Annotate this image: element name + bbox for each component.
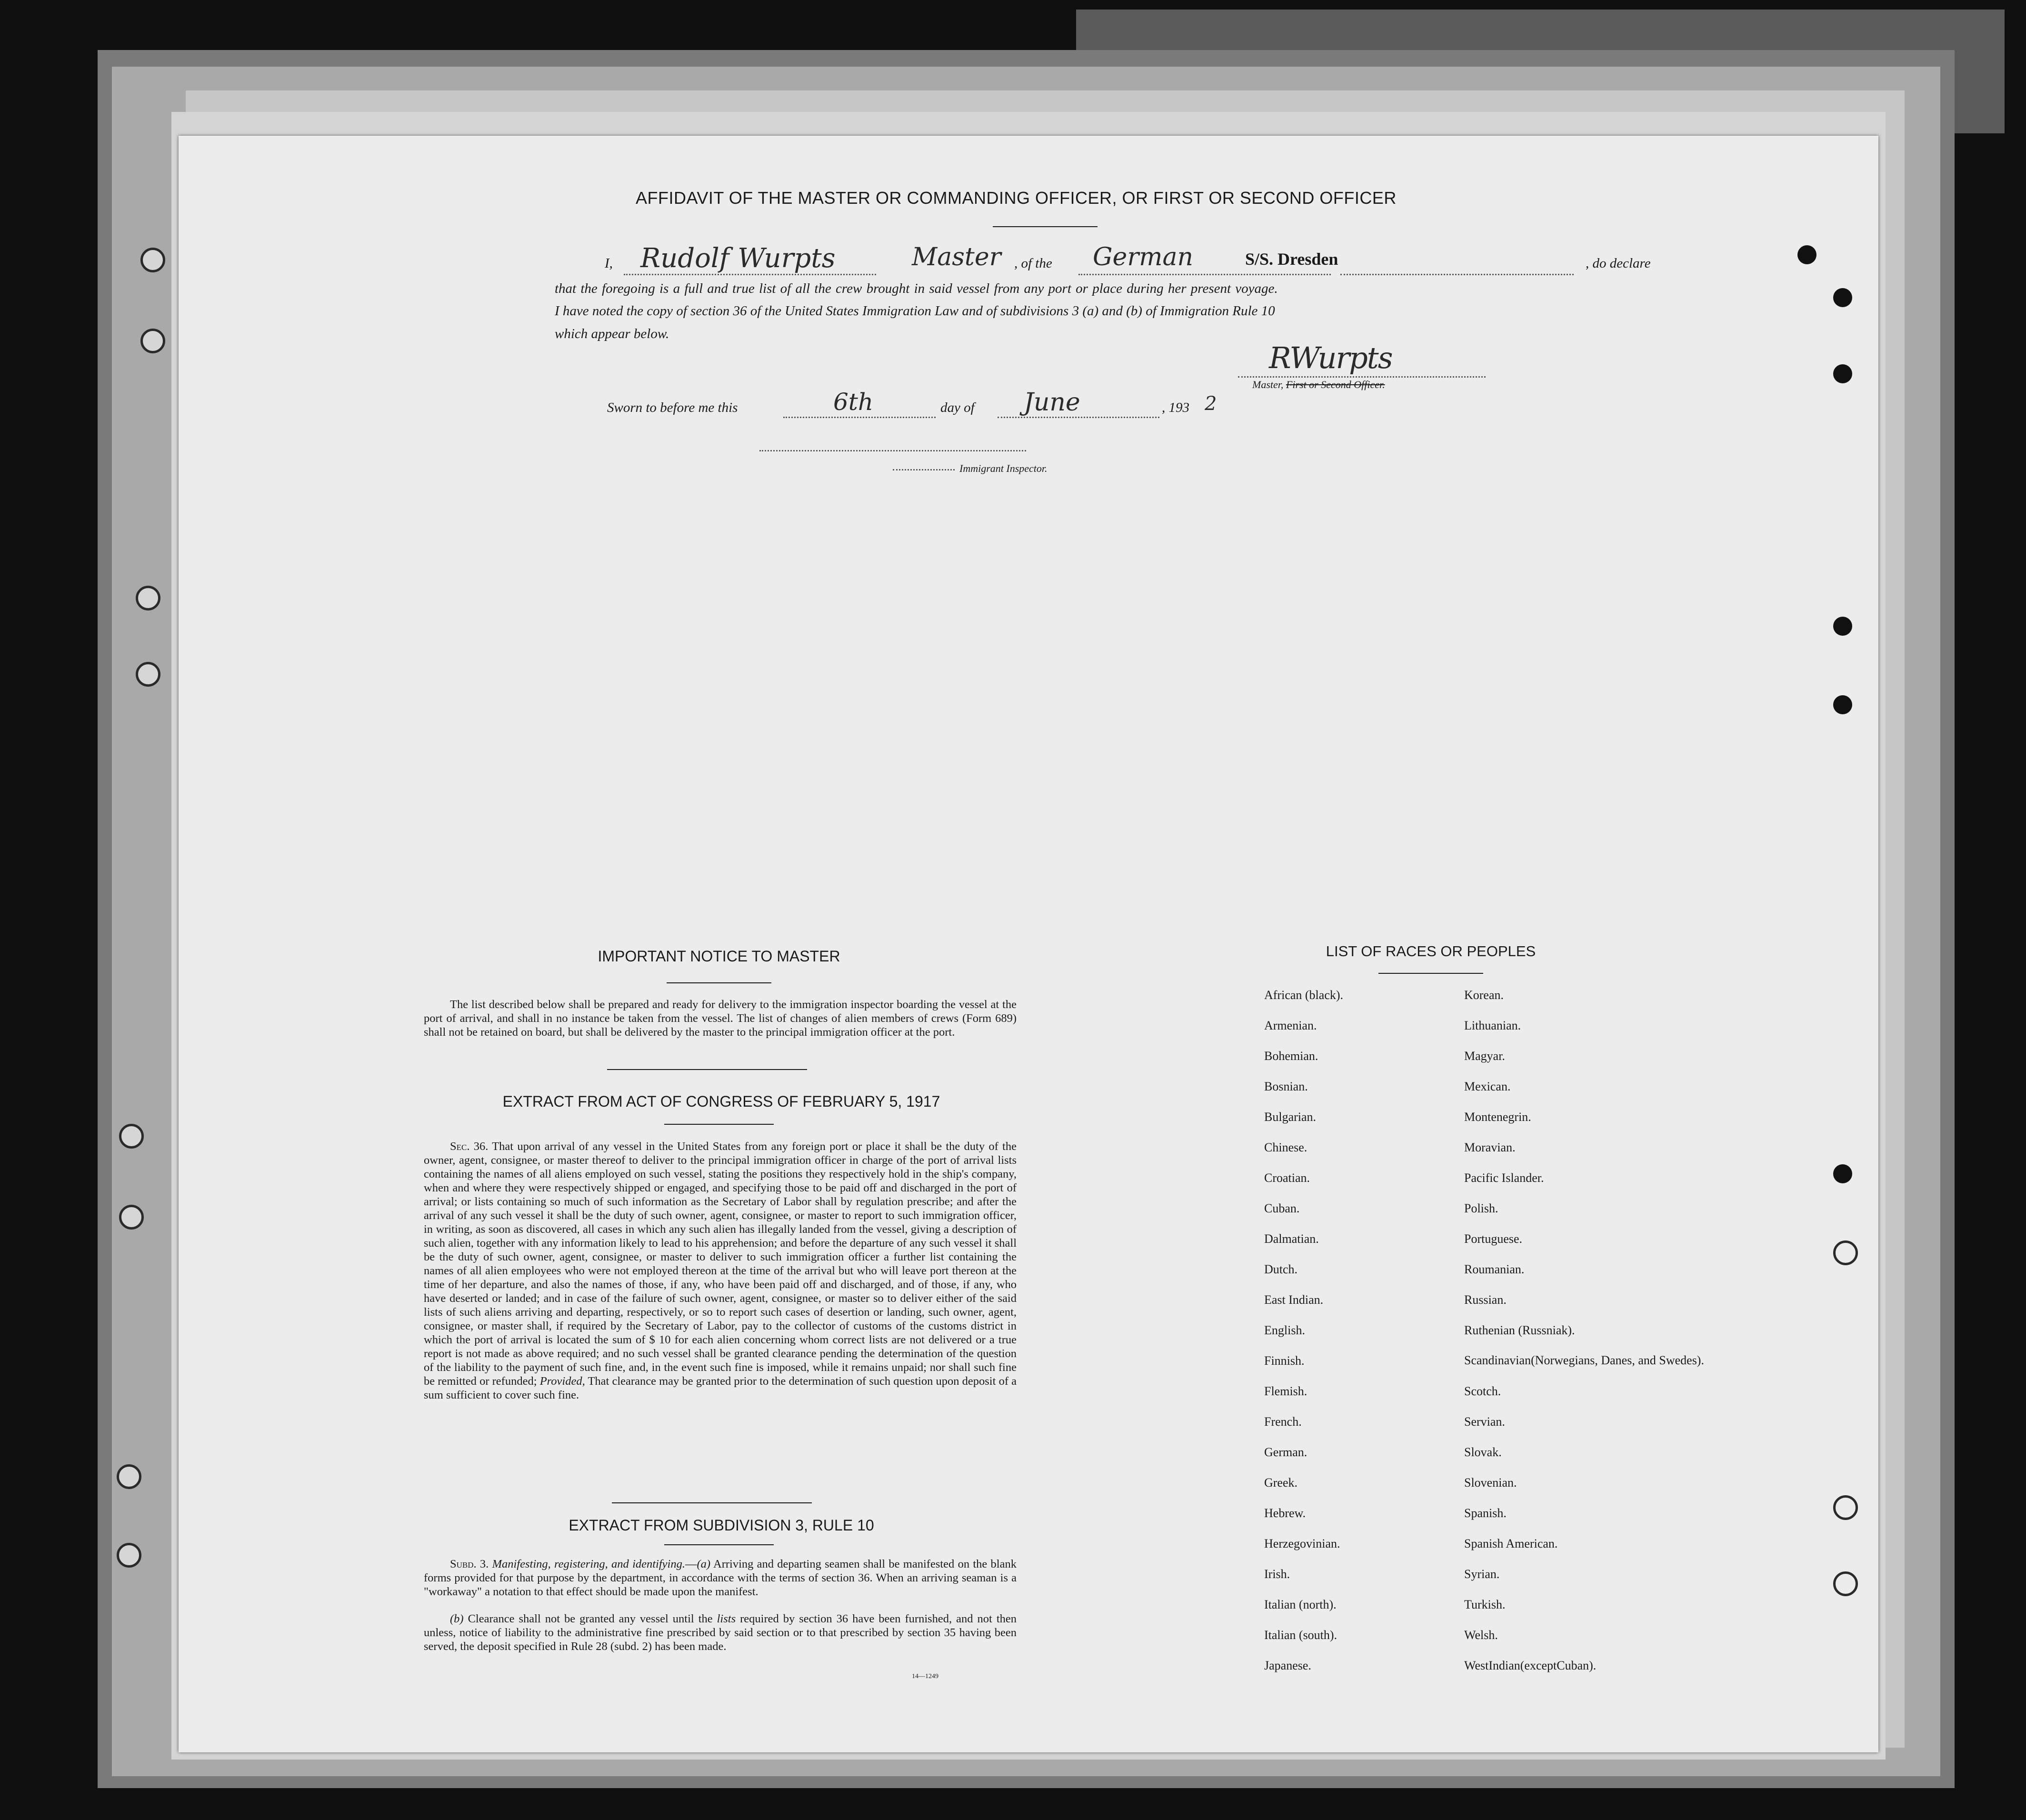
para-b-text-2: required by section 36 have been furnished, and not then unless, notice of liability to the administrative fine prescribed by said section or to that prescribed by section 35 having been served, the deposit specified in Rule 28 (subd. 2) has been made. bbox=[424, 1612, 1017, 1653]
binder-hole bbox=[117, 1543, 141, 1568]
aff-line-4: which appear below. bbox=[555, 326, 669, 341]
extract-act-title: EXTRACT FROM ACT OF CONGRESS OF FEBRUARY 5, 1917 bbox=[502, 1093, 940, 1110]
sec-36-label: Sec. 36. bbox=[450, 1140, 489, 1153]
signature-caption bbox=[1252, 379, 1385, 391]
aff-line-2: that the foregoing is a full and true list of all the crew brought in said vessel from any port or place during her present voyage. bbox=[555, 281, 1278, 296]
nationality-fill-line bbox=[1078, 274, 1331, 275]
sec-36-end: That clearance may be granted prior to the determination of such question upon deposit of a sum sufficient to cover such fine. bbox=[424, 1375, 1017, 1401]
races-column-2 bbox=[1464, 988, 1704, 1689]
race-item: Pacific Islander. bbox=[1464, 1171, 1544, 1185]
punch-hole bbox=[1833, 1571, 1858, 1596]
race-item: Armenian. bbox=[1264, 1019, 1317, 1032]
sworn-day-line bbox=[783, 417, 936, 418]
race-item: Bulgarian. bbox=[1264, 1110, 1317, 1124]
notice-title: IMPORTANT NOTICE TO MASTER bbox=[598, 948, 840, 965]
aff-pre-name: I, bbox=[605, 256, 613, 271]
master-name-handwritten: Rudolf Wurpts bbox=[640, 243, 836, 274]
sec-36-body: That upon arrival of any vessel in the United States from any foreign port or place it shall be the duty of the owner, agent, consignee, or master thereof to deliver to the principal immigration officer in charge of the port of arrival lists containing the names of all aliens employed on such vessel, stating the positions they respectively hold in the ship's company, when and where they were respectively shipped or engaged, and specifying those to be paid off and discharged in the port of arrival; or lists containing so much of such information as the Secretary of Labor shall by regulation prescribe; and after the arrival of any such vessel it shall be the duty of such owner, agent, consignee, or master to report to such immigration officer, in writing, as soon as discovered, all cases in which any such alien has illegally landed from the vessel, giving a description of such alien, together with any information likely to lead to his apprehension; and before the departure of any such vessel it shall be the duty of such owner, agent, consignee, or master to deliver to such immigration officer a further list containing the names of all alien employees who were not employed thereon at the time of the arrival but who will leave port thereon at the time of her departure, and also the names of those, if any, who have been paid off and discharged, and of those, if any, who have deserted or landed; and in case of the failure of such owner, agent, consignee, or master so to deliver either of the said lists of such aliens arriving and departing, respectively, or so to report such cases of desertion or landing, such owner, agent, consignee, or master shall, if required by the Secretary of Labor, pay to the collector of customs of the customs district in which the port of arrival is located the sum of $ 10 for each alien concerning whom correct lists are not delivered or a true report is not made as above required; and no such vessel shall be granted clearance pending the determination of the question of the liability to the payment of such fine, and, in the event such fine is imposed, while it remains unpaid; nor shall such fine be remitted or refunded; bbox=[424, 1140, 1017, 1388]
sworn-day-handwritten: 6th bbox=[833, 388, 874, 416]
races-column-1 bbox=[1264, 988, 1343, 1689]
affidavit-sheet bbox=[179, 136, 1878, 1752]
sworn-year-handwritten: 2 bbox=[1205, 393, 1217, 415]
inspector-signature-line bbox=[759, 450, 1026, 451]
binder-hole bbox=[119, 1124, 144, 1149]
race-item: French. bbox=[1264, 1415, 1302, 1429]
binder-hole bbox=[136, 662, 160, 687]
race-item: African (black). bbox=[1264, 988, 1344, 1002]
binder-hole bbox=[117, 1464, 141, 1489]
form-number: 14—1249 bbox=[912, 1673, 938, 1680]
race-item: Montenegrin. bbox=[1464, 1110, 1531, 1124]
extract-act-end-rule bbox=[612, 1502, 812, 1503]
race-item: Herzegovinian. bbox=[1264, 1537, 1340, 1550]
race-item: Bosnian. bbox=[1264, 1080, 1308, 1093]
subd-label: Subd. 3. bbox=[450, 1558, 489, 1570]
races-rule bbox=[1378, 973, 1483, 974]
race-item: Moravian. bbox=[1464, 1140, 1516, 1154]
sworn-day-of: day of bbox=[940, 400, 975, 415]
punch-hole bbox=[1833, 1164, 1852, 1183]
punch-hole bbox=[1833, 695, 1852, 714]
binder-hole bbox=[140, 329, 165, 353]
punch-hole bbox=[1833, 364, 1852, 383]
notice-rule bbox=[667, 982, 771, 983]
race-item: Croatian. bbox=[1264, 1171, 1310, 1185]
signature-caption-struck: First or Second Officer. bbox=[1286, 379, 1385, 390]
punch-hole bbox=[1833, 617, 1852, 636]
punch-hole bbox=[1833, 1240, 1858, 1265]
race-item: Welsh. bbox=[1464, 1628, 1498, 1642]
race-item: East Indian. bbox=[1264, 1293, 1324, 1307]
notice-text: The list described below shall be prepared and ready for delivery to the immigration inspector boarding the vessel at the port of arrival, and shall in no instance be taken from the vessel. The list of changes of alien members of crews (Form 689) shall not be retained on board, but shall be delivered by the master to the principal immigration officer at the port. bbox=[424, 998, 1017, 1039]
race-item: Italian (south). bbox=[1264, 1628, 1337, 1642]
inspector-caption: Immigrant Inspector. bbox=[959, 462, 1048, 474]
race-item: Greek. bbox=[1264, 1476, 1298, 1490]
signature-caption-master: Master, bbox=[1252, 379, 1284, 390]
master-signature: RWurpts bbox=[1269, 340, 1392, 375]
para-b-label: (b) bbox=[450, 1612, 464, 1625]
race-item: Korean. bbox=[1464, 988, 1504, 1002]
subd-heading: Manifesting, registering, and identifying. bbox=[492, 1558, 685, 1570]
race-item: Ruthenian (Russniak). bbox=[1464, 1323, 1575, 1337]
vessel-name: S/S. Dresden bbox=[1245, 250, 1338, 269]
punch-hole bbox=[1833, 1495, 1858, 1520]
race-item: WestIndian(exceptCuban). bbox=[1464, 1659, 1597, 1672]
master-rank-handwritten: Master bbox=[912, 243, 1001, 271]
aff-line-3: I have noted the copy of section 36 of the United States Immigration Law and of subdivisions 3 (a) and (b) of Immigration Rule 10 bbox=[555, 303, 1275, 319]
race-item: Dutch. bbox=[1264, 1262, 1298, 1276]
provided-label: Provided, bbox=[539, 1375, 585, 1388]
extract-act-rule bbox=[664, 1124, 774, 1125]
race-item: Scandinavian(Norwegians, Danes, and Swedes). bbox=[1464, 1353, 1704, 1367]
race-item: Lithuanian. bbox=[1464, 1019, 1521, 1032]
race-item: Polish. bbox=[1464, 1201, 1498, 1215]
sworn-month-handwritten: June bbox=[1024, 388, 1080, 417]
race-item: Cuban. bbox=[1264, 1201, 1300, 1215]
race-item: Irish. bbox=[1264, 1567, 1290, 1581]
race-item: Flemish. bbox=[1264, 1384, 1307, 1398]
race-item: Mexican. bbox=[1464, 1080, 1511, 1093]
extract-act-text bbox=[424, 1140, 1017, 1402]
para-b-text-1: Clearance shall not be granted any vessel until the bbox=[468, 1612, 713, 1625]
race-item: Scotch. bbox=[1464, 1384, 1501, 1398]
sworn-month-line bbox=[998, 417, 1159, 418]
race-item: Spanish. bbox=[1464, 1506, 1507, 1520]
sworn-pre: Sworn to before me this bbox=[607, 400, 738, 415]
race-item: Bohemian. bbox=[1264, 1049, 1318, 1063]
race-item: Chinese. bbox=[1264, 1140, 1307, 1154]
affidavit-title: AFFIDAVIT OF THE MASTER OR COMMANDING OFFICER, OR FIRST OR SECOND OFFICER bbox=[636, 188, 1397, 208]
races-title: LIST OF RACES OR PEOPLES bbox=[1326, 943, 1536, 960]
race-item: German. bbox=[1264, 1445, 1307, 1459]
extract-rule-title: EXTRACT FROM SUBDIVISION 3, RULE 10 bbox=[569, 1517, 874, 1534]
race-item: Russian. bbox=[1464, 1293, 1507, 1307]
race-item: Slovak. bbox=[1464, 1445, 1502, 1459]
inspector-dots bbox=[893, 469, 955, 470]
signature-line bbox=[1238, 376, 1486, 378]
race-item: Hebrew. bbox=[1264, 1506, 1306, 1520]
race-item: English. bbox=[1264, 1323, 1305, 1337]
race-item: Roumanian. bbox=[1464, 1262, 1525, 1276]
para-b-lists: lists bbox=[717, 1612, 736, 1625]
vessel-fill-line bbox=[1340, 274, 1574, 275]
binder-hole bbox=[119, 1205, 144, 1230]
notice-end-rule bbox=[607, 1069, 807, 1070]
sworn-year-prefix: , 193 bbox=[1162, 400, 1189, 415]
nationality-handwritten: German bbox=[1093, 243, 1193, 271]
subd-a-text: Subd. 3. Manifesting, registering, and identifying.—(a) Arriving and departing seamen shall be manifested on the blank forms provided for that purpose by the department, in accordance with the terms of section 36. When an arriving seaman is a "workaway" a notation to that effect should be made upon the manifest. bbox=[424, 1558, 1017, 1598]
binder-hole bbox=[136, 586, 160, 610]
name-fill-line bbox=[624, 274, 876, 275]
race-item: Magyar. bbox=[1464, 1049, 1505, 1063]
aff-do-declare: , do declare bbox=[1586, 256, 1651, 271]
subd-b-text bbox=[424, 1612, 1017, 1653]
race-item: Servian. bbox=[1464, 1415, 1505, 1429]
para-a-text: Arriving and departing seamen shall be manifested on the blank forms provided for that purpose by the department, in accordance with the terms of section 36. When an arriving seaman is a "workaway" a notation to that effect should be made upon the manifest. bbox=[424, 1558, 1017, 1598]
race-item: Italian (north). bbox=[1264, 1598, 1337, 1611]
race-item: Spanish American. bbox=[1464, 1537, 1558, 1550]
race-item: Portuguese. bbox=[1464, 1232, 1523, 1246]
race-item: Dalmatian. bbox=[1264, 1232, 1319, 1246]
race-item: Turkish. bbox=[1464, 1598, 1506, 1611]
para-a-label: (a) bbox=[697, 1558, 711, 1570]
title-rule bbox=[993, 226, 1098, 227]
race-item: Syrian. bbox=[1464, 1567, 1500, 1581]
aff-of-the: , of the bbox=[1014, 256, 1052, 271]
extract-rule-rule bbox=[664, 1544, 774, 1545]
punch-hole bbox=[1833, 288, 1852, 307]
race-item: Slovenian. bbox=[1464, 1476, 1517, 1490]
punch-hole bbox=[1797, 245, 1816, 264]
race-item: Japanese. bbox=[1264, 1659, 1311, 1672]
race-item: Finnish. bbox=[1264, 1354, 1305, 1368]
binder-hole bbox=[140, 248, 165, 272]
